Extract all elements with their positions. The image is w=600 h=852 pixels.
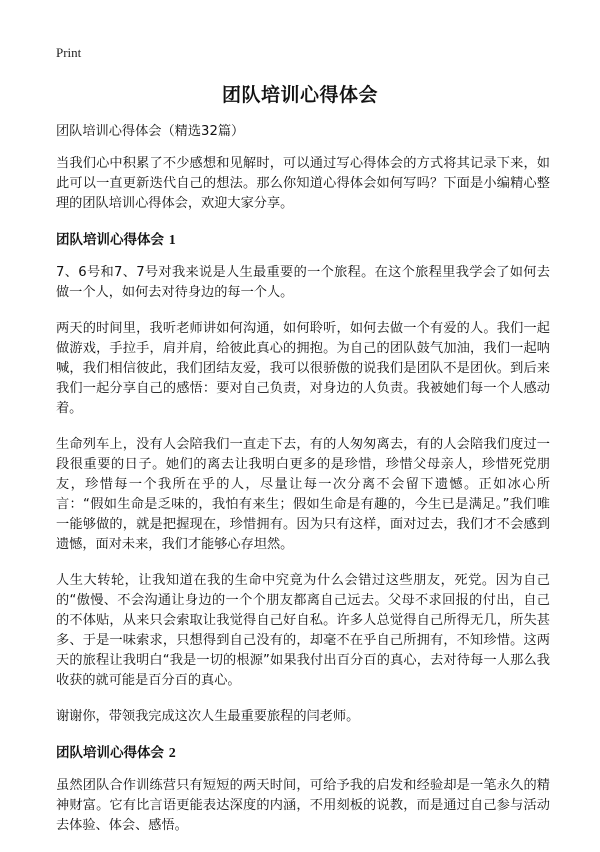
section-number: 1 (168, 233, 176, 248)
section-heading-2 (56, 743, 550, 764)
section-number: 2 (168, 746, 176, 761)
print-link[interactable]: Print (56, 45, 82, 60)
section-2-paragraph-1: 虽然团队合作训练营只有短短的两天时间，可给予我的启发和经验却是一笔永久的精神财富。它有比言语更能表达深度的内涵，不用刻板的说教，而是通过自己参与活动去体验、体会、感悟。 (56, 778, 550, 833)
section-1-paragraph-1: 7、6号和7、7号对我来说是人生最重要的一个旅程。在这个旅程里我学会了如何去做一个人，如何去对待身边的每一个人。 (56, 265, 550, 300)
section-1-paragraph-4: 人生大转轮，让我知道在我的生命中究竟为什么会错过这些朋友，死党。因为自己的“傲慢、不会沟通让身边的一个个朋友都离自己远去。父母不求回报的付出，自己的不体贴，从来只会索取让我觉得自己好自私。许多人总觉得自己所得无几，所失甚多、于是一味索求，只想得到自己没有的，却毫不在乎自己所拥有，不知珍惜。这两天的旅程让我明白“我是一切的根源”如果我付出百分百的真心，去对待每一人那么我收获的就可能是百分百的真心。 (56, 573, 550, 688)
section-heading-1 (56, 230, 550, 251)
intro-paragraph: 当我们心中积累了不少感想和见解时，可以通过写心得体会的方式将其记录下来，如此可以一直更新迭代自己的想法。那么你知道心得体会如何写吗？下面是小编精心整理的团队培训心得体会，欢迎大家分享。 (56, 156, 550, 211)
article-subtitle: 团队培训心得体会（精选32篇） (56, 124, 245, 139)
section-1-paragraph-3: 生命列车上，没有人会陪我们一直走下去，有的人匆匆离去，有的人会陪我们度过一段很重要的日子。她们的离去让我明白更多的是珍惜，珍惜父母亲人，珍惜死党朋友，珍惜每一个我所在乎的人，尽量让每一次分离不会留下遗憾。正如冰心所言：“假如生命是乏味的，我怕有来生；假如生命是有趣的，今生已是满足。”我们唯一能够做的，就是把握现在，珍惜拥有。因为只有这样，面对过去，我们才不会感到遗憾，面对未来，我们才能够心存坦然。 (56, 437, 550, 552)
article-body (56, 122, 550, 852)
section-1-paragraph-2: 两天的时间里，我听老师讲如何沟通，如何聆听，如何去做一个有爱的人。我们一起做游戏，手拉手，肩并肩，给彼此真心的拥抱。为自己的团队鼓气加油，我们一起呐喊，我们相信彼此，我们团结友爱，我可以很骄傲的说我们是团队不是团伙。到后来我们一起分享自己的感悟：要对自己负责，对身边的人负责。我被她们每一个人感动着。 (56, 321, 550, 416)
section-1-paragraph-5: 谢谢你，带领我完成这次人生最重要旅程的闫老师。 (56, 709, 360, 724)
page-title: 团队培训心得体会 (221, 84, 378, 106)
section-heading-text: 团队培训心得体会 (56, 232, 164, 248)
section-heading-text: 团队培训心得体会 (56, 745, 164, 761)
